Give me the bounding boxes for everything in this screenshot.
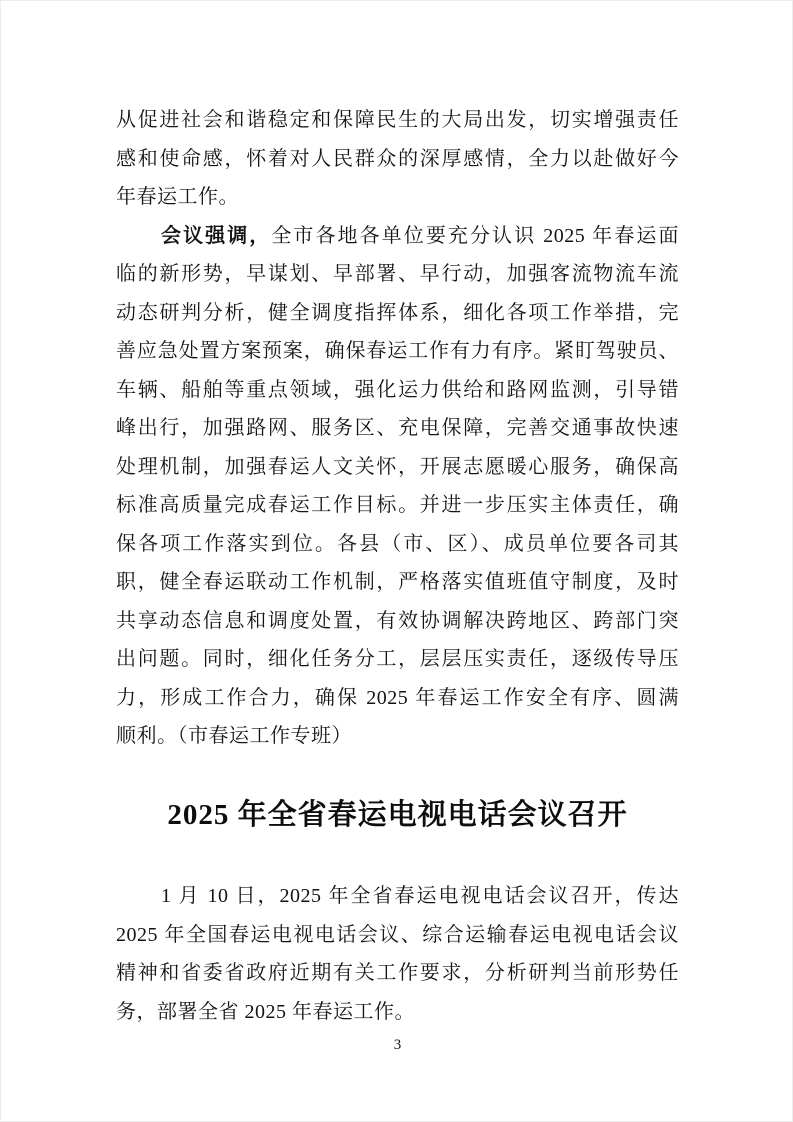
text-line [116, 255, 679, 294]
body-text: 共享动态信息和调度处置，有效协调解决跨地区、跨部门突 [116, 609, 679, 632]
text-line [116, 993, 679, 1032]
paragraph-block-province-meeting [116, 877, 679, 1031]
body-text: 精神和省委省政府近期有关工作要求，分析研判当前形势任 [116, 962, 679, 984]
text-line [116, 717, 679, 756]
text-line [116, 101, 679, 140]
text-line [116, 217, 679, 256]
article-title: 2025 年全省春运电视电话会议召开 [167, 799, 628, 831]
text-line [116, 178, 679, 217]
body-text: 临的新形势，早谋划、早部署、早行动，加强客流物流车流 [116, 263, 679, 285]
text-line [116, 140, 679, 179]
text-line [116, 525, 679, 564]
text-line [116, 332, 679, 371]
text-line [116, 679, 679, 718]
text-line [116, 486, 679, 525]
text-line [116, 602, 679, 641]
body-text: 务，部署全省 2025 年春运工作。 [116, 1000, 415, 1023]
text-line [116, 877, 679, 916]
text-line [116, 371, 679, 410]
body-text: 处理机制，加强春运人文关怀，开展志愿暖心服务，确保高 [116, 455, 679, 478]
body-text: 2025 年全国春运电视电话会议、综合运输春运电视电话会议 [116, 923, 679, 946]
body-text: 峰出行，加强路网、服务区、充电保障，完善交通事故快速 [116, 417, 679, 439]
text-line [116, 563, 679, 602]
text-line [116, 409, 679, 448]
body-text: 顺利。 [116, 725, 178, 747]
text-line [116, 954, 679, 993]
body-text: 力，形成工作合力，确保 2025 年春运工作安全有序、圆满 [116, 686, 679, 709]
text-line [116, 294, 679, 333]
body-text: 善应急处置方案预案，确保春运工作有力有序。紧盯驾驶员、 [116, 340, 679, 362]
body-text: 出问题。同时，细化任务分工，层层压实责任，逐级传导压 [116, 648, 679, 670]
body-text: 全市各地各单位要充分认识 2025 年春运面 [271, 224, 679, 247]
body-text: 保各项工作落实到位。各县（市、区）、成员单位要各司其 [116, 532, 679, 555]
text-line [116, 916, 679, 955]
body-text: 职，健全春运联动工作机制，严格落实值班值守制度，及时 [116, 571, 679, 593]
body-text: 标准高质量完成春运工作目标。并进一步压实主体责任，确 [116, 494, 679, 516]
body-text: 动态研判分析，健全调度指挥体系，细化各项工作举措，完 [116, 301, 679, 324]
body-text: 1 月 10 日，2025 年全省春运电视电话会议召开，传达 [161, 885, 679, 907]
paragraph-block-city-meeting [116, 101, 679, 756]
emphasis-text: 会议强调， [161, 224, 272, 247]
page-footer [1, 1035, 793, 1055]
body-text: 从促进社会和谐稳定和保障民生的大局出发，切实增强责任 [116, 109, 679, 131]
body-text: 年春运工作。 [116, 186, 239, 208]
text-line [116, 448, 679, 487]
text-line [116, 640, 679, 679]
body-text: 感和使命感，怀着对人民群众的深厚感情，全力以赴做好今 [116, 147, 679, 170]
body-text: 车辆、船舶等重点领域，强化运力供给和路网监测，引导错 [116, 378, 679, 401]
page-number: 3 [393, 1037, 402, 1053]
attribution-text: （市春运工作专班） [177, 725, 352, 747]
